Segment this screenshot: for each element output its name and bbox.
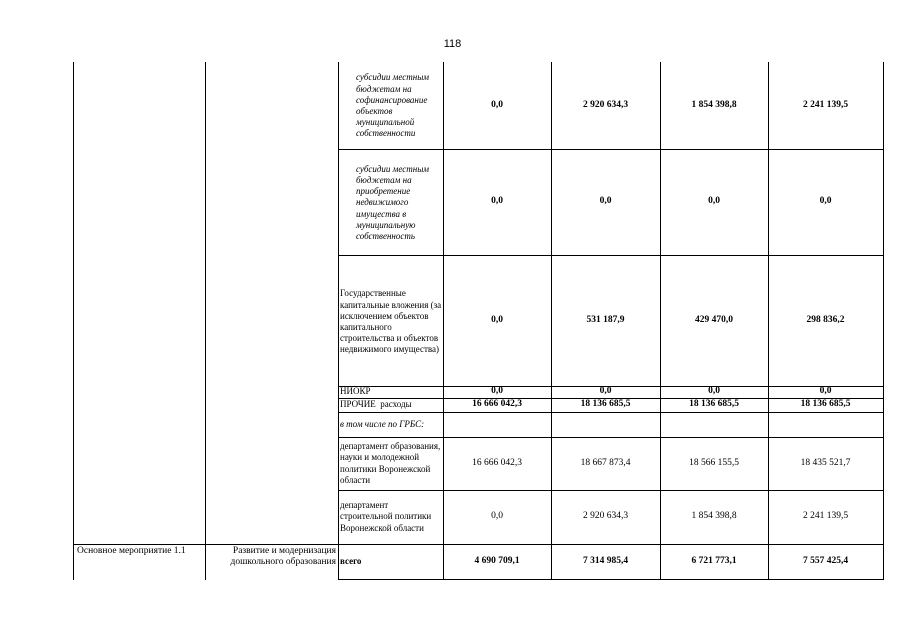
grid-line xyxy=(338,62,339,580)
table-cell: 0,0 xyxy=(599,196,612,207)
table-cell: 1 854 398,8 xyxy=(691,99,737,110)
table-cell: 18 566 155,5 xyxy=(689,457,739,468)
table-cell: 0,0 xyxy=(708,386,720,397)
table-cell: 4 690 709,1 xyxy=(474,555,520,566)
table-cell: 0,0 xyxy=(491,196,503,207)
table-cell: 7 557 425,4 xyxy=(802,555,849,566)
table-cell: 0,0 xyxy=(599,386,612,397)
table-cell: 16 666 042,3 xyxy=(472,399,522,410)
table-cell: 0,0 xyxy=(819,196,832,207)
table-cell: 18 136 685,5 xyxy=(689,399,739,410)
row-label-other-expenses: ПРОЧИЕ расходы xyxy=(340,399,412,410)
table-cell: 18 136 685,5 xyxy=(580,399,631,410)
table-cell: 429 470,0 xyxy=(695,314,733,325)
table-cell: 18 136 685,5 xyxy=(800,399,851,410)
activity-name: Развитие и модернизация дошкольного образования xyxy=(230,546,336,568)
table-cell: 6 721 773,1 xyxy=(691,555,737,566)
grid-line xyxy=(73,62,74,580)
grid-line xyxy=(205,62,206,580)
row-label-including-grbs: в том числе по ГРБС: xyxy=(340,418,425,429)
table-cell: 2 920 634,3 xyxy=(582,511,629,522)
activity-status: Основное мероприятие 1.1 xyxy=(77,546,186,556)
table-cell: 7 314 985,4 xyxy=(582,555,629,566)
table-cell: 0,0 xyxy=(708,196,720,207)
table-cell: 0,0 xyxy=(491,511,503,522)
table-cell: 18 667 873,4 xyxy=(580,457,631,468)
table-cell: 0,0 xyxy=(491,99,503,110)
grid-line xyxy=(73,544,338,545)
table-cell: 2 241 139,5 xyxy=(802,99,849,110)
table-cell: 0,0 xyxy=(491,314,503,325)
page-number: 118 xyxy=(443,38,462,50)
table-cell: 18 435 521,7 xyxy=(800,457,851,468)
table-cell: 2 241 139,5 xyxy=(802,511,849,522)
table-cell: 16 666 042,3 xyxy=(472,457,522,468)
table-cell: 0,0 xyxy=(491,386,503,397)
row-label-education-department: департамент образования, науки и молодежной политики Воронежской области xyxy=(340,441,441,485)
row-label-capital-investments: Государственные капитальные вложения (за исключением объектов капитального строительства и объектов недвижимого имущества) xyxy=(340,288,442,355)
table-cell: 1 854 398,8 xyxy=(691,511,737,522)
grid-line xyxy=(338,579,884,580)
table-cell: 531 187,9 xyxy=(586,314,625,325)
row-label-subsidy-real-estate: субсидии местным бюджетам на приобретение недвижимого имущества в муниципальную собственность xyxy=(356,163,430,241)
row-label-construction-department: департамент строительной политики Воронежской области xyxy=(340,500,432,533)
table-cell: 298 836,2 xyxy=(806,314,845,325)
row-label-niokr: НИОКР xyxy=(340,386,371,397)
grid-line xyxy=(883,62,884,580)
row-label-total: всего xyxy=(340,555,362,566)
table-cell: 0,0 xyxy=(819,386,832,397)
table-cell: 2 920 634,3 xyxy=(582,99,629,110)
row-label-subsidy-cofinancing: субсидии местным бюджетам на софинансирование объектов муниципальной собственности xyxy=(356,72,430,139)
